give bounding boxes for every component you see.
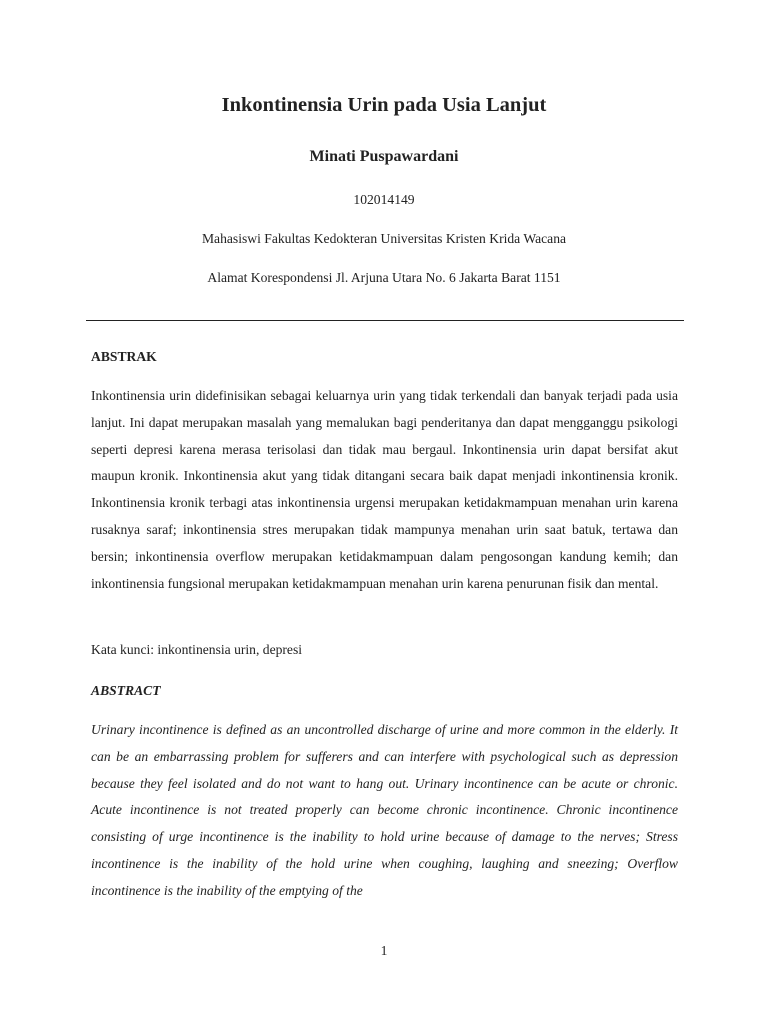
abstrak-body: Inkontinensia urin didefinisikan sebagai keluarnya urin yang tidak terkendali dan banyak terjadi pada usia lanjut. Ini dapat merupakan masalah yang memalukan bagi penderitanya dan dapat mengganggu psikologi seperti depresi karena merasa terisolasi dan tidak mau bergaul. Inkontinensia urin dapat bersifat akut maupun kronik. Inkontinensia akut yang tidak ditangani secara baik dapat menjadi inkontinensia kronik. Inkontinensia kronik terbagi atas inkontinensia urgensi merupakan ketidakmampuan menahan urin karena rusaknya saraf; inkontinensia stres merupakan tidak mampunya menahan urin saat batuk, tertawa dan bersin; inkontinensia overflow merupakan ketidakmampuan dalam pengosongan kandung kemih; dan inkontinensia fungsional merupakan ketidakmampuan menahan urin karena penurunan fisik dan mental. — [91, 388, 678, 591]
correspondence-address: Alamat Korespondensi Jl. Arjuna Utara No. 6 Jakarta Barat 1151 — [207, 270, 561, 285]
author-name: Minati Puspawardani — [309, 148, 459, 165]
abstrak-heading: ABSTRAK — [91, 349, 157, 364]
affiliation: Mahasiswi Fakultas Kedokteran Universitas Kristen Krida Wacana — [201, 231, 567, 246]
student-id: 102014149 — [353, 192, 415, 207]
paper-title: Inkontinensia Urin pada Usia Lanjut — [221, 94, 547, 116]
abstract-heading: ABSTRACT — [91, 683, 161, 698]
page-number: 1 — [380, 943, 388, 958]
abstract-body: Urinary incontinence is defined as an uncontrolled discharge of urine and more common in the elderly. It can be an embarrassing problem for sufferers and can interfere with psychological such as depression because they feel isolated and do not want to hang out. Urinary incontinence can be acute or chronic. Acute incontinence is not treated properly can become chronic incontinence. Chronic incontinence consisting of urge incontinence is the inability to hold urine because of damage to the nerves; Stress incontinence is the inability of the hold urine when coughing, laughing and sneezing; Overflow incontinence is the inability of the emptying of the — [91, 722, 678, 898]
header-divider — [86, 320, 684, 321]
keywords: Kata kunci: inkontinensia urin, depresi — [91, 642, 303, 657]
